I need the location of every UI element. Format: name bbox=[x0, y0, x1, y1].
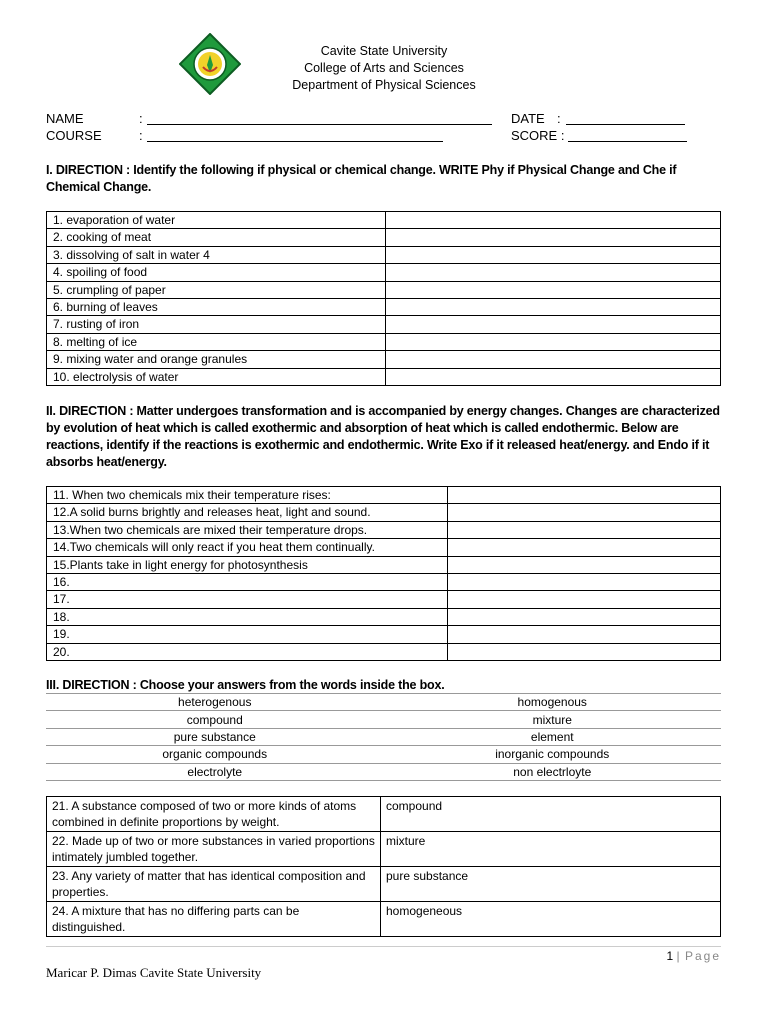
question-text: 8. melting of ice bbox=[47, 333, 386, 350]
answer-cell[interactable] bbox=[448, 539, 721, 556]
question-text: 14.Two chemicals will only react if you heat them continually. bbox=[47, 539, 448, 556]
answer-cell[interactable] bbox=[386, 264, 721, 281]
question-row bbox=[47, 487, 721, 504]
question-row bbox=[47, 539, 721, 556]
answer-cell[interactable] bbox=[448, 643, 721, 660]
answer-cell[interactable]: pure substance bbox=[381, 867, 721, 902]
word-choice: compound bbox=[46, 711, 384, 728]
question-row bbox=[47, 626, 721, 643]
word-row bbox=[46, 694, 721, 711]
word-choice: heterogenous bbox=[46, 694, 384, 711]
word-choice: element bbox=[384, 728, 722, 745]
question-text: 1. evaporation of water bbox=[47, 212, 386, 229]
answer-cell[interactable] bbox=[448, 591, 721, 608]
question-row bbox=[47, 229, 721, 246]
question-row bbox=[47, 298, 721, 315]
word-row bbox=[46, 728, 721, 745]
section1-table bbox=[46, 211, 721, 386]
question-row bbox=[47, 556, 721, 573]
answer-cell[interactable] bbox=[448, 521, 721, 538]
answer-cell[interactable] bbox=[386, 333, 721, 350]
score-field[interactable] bbox=[568, 128, 687, 142]
question-row bbox=[47, 246, 721, 263]
question-text: 15.Plants take in light energy for photosynthesis bbox=[47, 556, 448, 573]
date-field[interactable] bbox=[566, 111, 685, 125]
word-choice: pure substance bbox=[46, 728, 384, 745]
question-text: 9. mixing water and orange granules bbox=[47, 351, 386, 368]
course-field[interactable] bbox=[147, 128, 443, 142]
question-text: 11. When two chemicals mix their temperature rises: bbox=[47, 487, 448, 504]
question-text: 24. A mixture that has no differing parts can be distinguished. bbox=[47, 902, 381, 937]
question-row bbox=[47, 316, 721, 333]
word-choice: organic compounds bbox=[46, 746, 384, 763]
page-number-value: 1 bbox=[666, 949, 674, 963]
word-row bbox=[46, 763, 721, 780]
word-box bbox=[46, 693, 721, 781]
question-text: 17. bbox=[47, 591, 448, 608]
word-choice: mixture bbox=[384, 711, 722, 728]
date-label: DATE bbox=[511, 111, 545, 126]
page-number bbox=[666, 949, 721, 963]
answer-cell[interactable] bbox=[386, 351, 721, 368]
page-separator: | bbox=[676, 949, 682, 963]
answer-cell[interactable] bbox=[386, 212, 721, 229]
question-text: 6. burning of leaves bbox=[47, 298, 386, 315]
question-text: 20. bbox=[47, 643, 448, 660]
section3-table bbox=[46, 796, 721, 937]
question-text: 16. bbox=[47, 573, 448, 590]
course-label: COURSE bbox=[46, 128, 102, 143]
institution-header bbox=[200, 43, 568, 94]
question-text: 4. spoiling of food bbox=[47, 264, 386, 281]
answer-cell[interactable] bbox=[448, 556, 721, 573]
name-label: NAME bbox=[46, 111, 84, 126]
question-row bbox=[47, 212, 721, 229]
answer-cell[interactable] bbox=[448, 608, 721, 625]
question-row bbox=[47, 521, 721, 538]
answer-cell[interactable]: homogeneous bbox=[381, 902, 721, 937]
university-name: Cavite State University bbox=[320, 44, 448, 58]
question-row bbox=[47, 333, 721, 350]
word-choice: homogenous bbox=[384, 694, 722, 711]
question-text: 3. dissolving of salt in water 4 bbox=[47, 246, 386, 263]
question-text: 7. rusting of iron bbox=[47, 316, 386, 333]
section2-direction: II. DIRECTION : Matter undergoes transformation and is accompanied by energy changes. Changes are characterized by evolution of heat which is called exothermic and absorption of heat which is called endothermic. Below are reactions, identify if the reactions is exothermic and endothermic. Write Exo if it released heat/energy. and Endo if it absorbs heat/energy. bbox=[46, 404, 720, 469]
question-text: 18. bbox=[47, 608, 448, 625]
question-text: 10. electrolysis of water bbox=[47, 368, 386, 385]
question-text: 12.A solid burns brightly and releases heat, light and sound. bbox=[47, 504, 448, 521]
question-text: 23. Any variety of matter that has identical composition and properties. bbox=[47, 867, 381, 902]
question-row bbox=[47, 643, 721, 660]
course-colon: : bbox=[139, 128, 143, 143]
word-choice: inorganic compounds bbox=[384, 746, 722, 763]
question-text: 2. cooking of meat bbox=[47, 229, 386, 246]
answer-cell[interactable] bbox=[386, 281, 721, 298]
question-text: 5. crumpling of paper bbox=[47, 281, 386, 298]
answer-cell[interactable] bbox=[386, 229, 721, 246]
answer-cell[interactable] bbox=[448, 626, 721, 643]
name-colon: : bbox=[139, 111, 143, 126]
name-field[interactable] bbox=[147, 111, 492, 125]
question-text: 13.When two chemicals are mixed their temperature drops. bbox=[47, 521, 448, 538]
question-text: 22. Made up of two or more substances in varied proportions intimately jumbled together. bbox=[47, 832, 381, 867]
word-choice: electrolyte bbox=[46, 763, 384, 780]
answer-cell[interactable] bbox=[448, 573, 721, 590]
question-row bbox=[47, 867, 721, 902]
footer-divider bbox=[46, 946, 721, 947]
section3-direction: III. DIRECTION : Choose your answers from the words inside the box. bbox=[46, 678, 445, 692]
answer-cell[interactable]: mixture bbox=[381, 832, 721, 867]
question-row bbox=[47, 591, 721, 608]
question-row bbox=[47, 504, 721, 521]
question-text: 21. A substance composed of two or more kinds of atoms combined in definite proportions by weight. bbox=[47, 797, 381, 832]
course-score-row bbox=[46, 128, 726, 146]
name-date-row bbox=[46, 111, 726, 129]
page-label: Page bbox=[684, 949, 721, 963]
college-name: College of Arts and Sciences bbox=[304, 61, 464, 75]
question-text: 19. bbox=[47, 626, 448, 643]
answer-cell[interactable] bbox=[386, 298, 721, 315]
word-choice: non electrloyte bbox=[384, 763, 722, 780]
question-row bbox=[47, 832, 721, 867]
date-colon: : bbox=[557, 111, 561, 126]
section2-table bbox=[46, 486, 721, 661]
section1-direction: I. DIRECTION : Identify the following if physical or chemical change. WRITE Phy if Physical Change and Che if Chemical Change. bbox=[46, 163, 677, 194]
answer-cell[interactable] bbox=[386, 368, 721, 385]
question-row bbox=[47, 368, 721, 385]
question-row bbox=[47, 351, 721, 368]
question-row bbox=[47, 281, 721, 298]
word-row bbox=[46, 746, 721, 763]
score-label: SCORE : bbox=[511, 128, 565, 143]
answer-cell[interactable] bbox=[448, 504, 721, 521]
answer-cell[interactable] bbox=[386, 246, 721, 263]
footer-author: Maricar P. Dimas Cavite State University bbox=[46, 965, 262, 980]
answer-cell[interactable]: compound bbox=[381, 797, 721, 832]
answer-cell[interactable] bbox=[386, 316, 721, 333]
question-row bbox=[47, 264, 721, 281]
word-row bbox=[46, 711, 721, 728]
question-row bbox=[47, 902, 721, 937]
question-row bbox=[47, 573, 721, 590]
answer-cell[interactable] bbox=[448, 487, 721, 504]
question-row bbox=[47, 608, 721, 625]
department-name: Department of Physical Sciences bbox=[292, 78, 476, 92]
question-row bbox=[47, 797, 721, 832]
